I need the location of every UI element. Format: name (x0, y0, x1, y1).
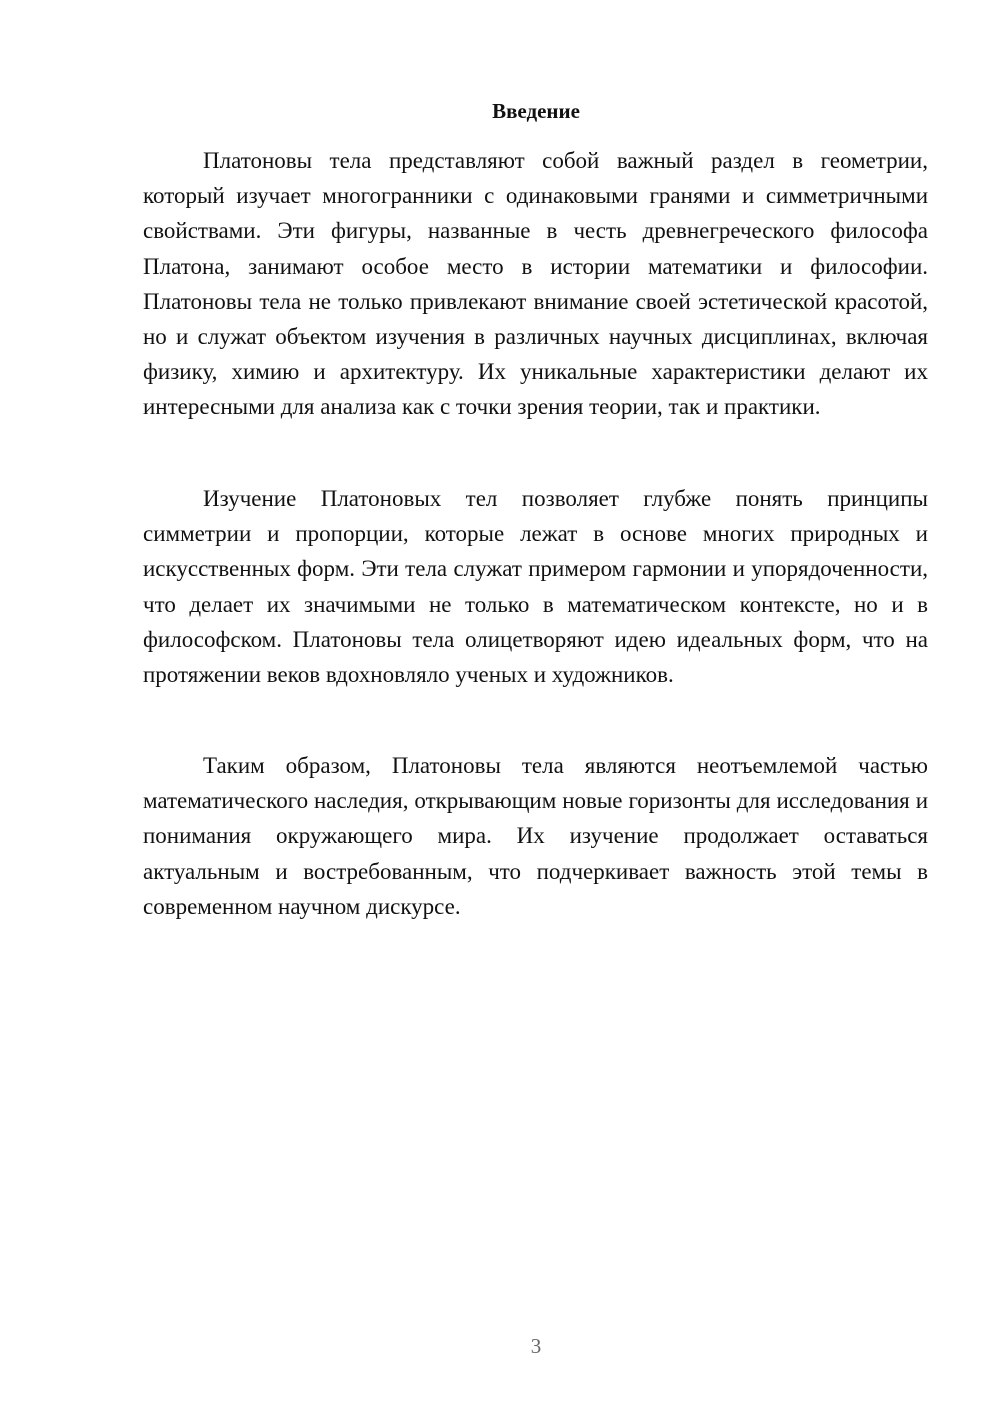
paragraph-1: Платоновы тела представляют собой важный раздел в геометрии, который изучает многогранники с одинаковыми гранями и симметричными свойствами. Эти фигуры, названные в честь древнегреческого философа Платона, занимают особое место в истории математики и философии. Платоновы тела не только привлекают внимание своей эстетической красотой, но и служат объектом изучения в различных научных дисциплинах, включая физику, химию и архитектуру. Их уникальные характеристики делают их интересными для анализа как с точки зрения теории, так и практики. (143, 148, 928, 420)
paragraph-3: Таким образом, Платоновы тела являются неотъемлемой частью математического наследия, открывающим новые горизонты для исследования и понимания окружающего мира. Их изучение продолжает оставаться актуальным и востребованным, что подчеркивает важность этой темы в современном научном дискурсе. (143, 753, 928, 919)
paragraph-2: Изучение Платоновых тел позволяет глубже понять принципы симметрии и пропорции, которые лежат в основе многих природных и искусственных форм. Эти тела служат примером гармонии и упорядоченности, что делает их значимыми не только в математическом контексте, но и в философском. Платоновы тела олицетворяют идею идеальных форм, что на протяжении веков вдохновляло ученых и художников. (143, 486, 928, 688)
section-heading: Введение (492, 99, 580, 123)
page-number: 3 (530, 1334, 542, 1358)
